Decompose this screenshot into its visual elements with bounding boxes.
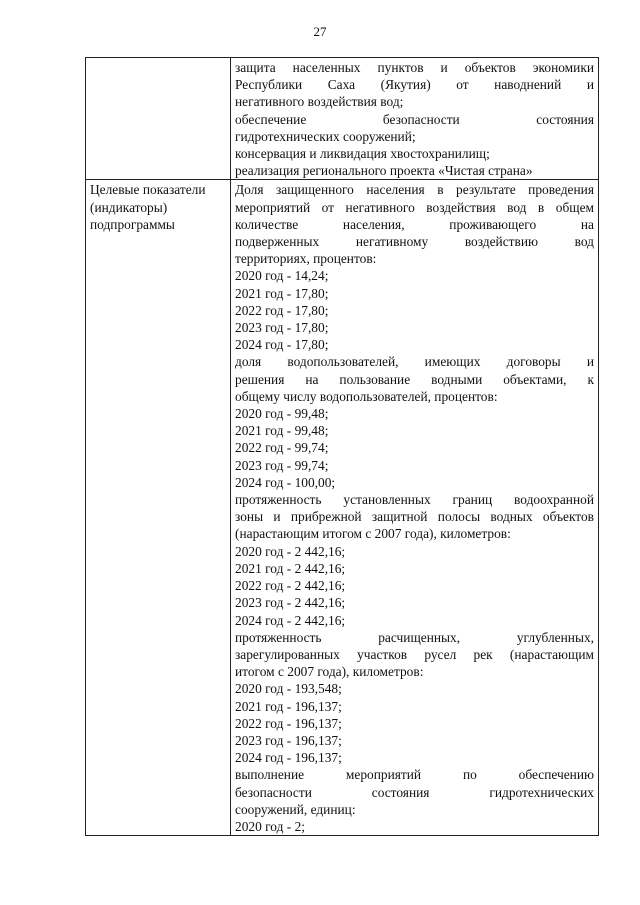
text-line: Республики Саха (Якутия) от наводнений и: [235, 77, 594, 93]
text-line: 2020 год - 99,48;: [235, 406, 329, 422]
text-line: 2023 год - 2 442,16;: [235, 595, 346, 611]
text-line: 2023 год - 196,137;: [235, 732, 342, 748]
text-line: зарегулированных участков русел рек (нарастающим: [235, 646, 594, 662]
table-row-target-indicators: [86, 180, 599, 836]
text-line: 2022 год - 17,80;: [235, 302, 329, 318]
text-line: решения на пользование водными объектами, к: [235, 371, 594, 387]
text-line: протяженность установленных границ водоохранной: [235, 492, 594, 508]
text-line: зоны и прибрежной защитной полосы водных объектов: [235, 509, 594, 525]
text-line: 2022 год - 99,74;: [235, 440, 329, 456]
label-line: (индикаторы): [90, 199, 168, 215]
text-line: протяженность расчищенных, углубленных,: [235, 629, 594, 645]
text-line: сооружений, единиц:: [235, 801, 356, 817]
target-indicators-label: [86, 180, 231, 836]
text-line: 2024 год - 2 442,16;: [235, 612, 346, 628]
text-line: подверженных негативному воздействию вод: [235, 234, 594, 250]
text-line: 2024 год - 100,00;: [235, 474, 336, 490]
text-line: (нарастающим итогом с 2007 года), километров:: [235, 526, 511, 542]
text-line: 2021 год - 2 442,16;: [235, 560, 346, 576]
label-line: подпрограммы: [90, 216, 175, 232]
text-line: негативного воздействия вод;: [235, 94, 404, 110]
text-line: безопасности состояния гидротехнических: [235, 784, 594, 800]
text-line: консервация и ликвидация хвостохранилищ;: [235, 146, 490, 162]
text-line: 2022 год - 2 442,16;: [235, 578, 346, 594]
text-line: мероприятий от негативного воздействия вод в общем: [235, 199, 594, 215]
text-line: 2023 год - 17,80;: [235, 320, 329, 336]
page-number: 27: [313, 24, 327, 39]
text-line: обеспечение безопасности состояния: [235, 111, 594, 127]
text-line: количестве населения, проживающего на: [235, 216, 594, 232]
text-line: реализация регионального проекта «Чистая страна»: [235, 163, 533, 179]
text-line: 2022 год - 196,137;: [235, 715, 342, 731]
text-line: 2020 год - 14,24;: [235, 268, 329, 284]
text-line: территориях, процентов:: [235, 251, 377, 267]
row-label-empty: [86, 58, 231, 180]
text-line: 2020 год - 2;: [235, 818, 305, 834]
text-line: 2024 год - 17,80;: [235, 337, 329, 353]
text-line: 2023 год - 99,74;: [235, 457, 329, 473]
label-line: Целевые показатели: [90, 182, 206, 198]
target-indicators-text-cell: [231, 180, 599, 836]
text-line: защита населенных пунктов и объектов экономики: [235, 60, 594, 75]
tasks-text-cell: [231, 58, 599, 180]
text-line: выполнение мероприятий по обеспечению: [235, 767, 594, 783]
subprogram-passport-table: [85, 57, 599, 836]
text-line: доля водопользователей, имеющих договоры и: [235, 354, 594, 370]
text-line: 2021 год - 196,137;: [235, 698, 342, 714]
text-line: Доля защищенного населения в результате проведения: [235, 182, 594, 198]
text-line: 2021 год - 17,80;: [235, 285, 329, 301]
text-line: 2020 год - 193,548;: [235, 681, 342, 697]
text-line: общему числу водопользователей, процентов:: [235, 388, 498, 404]
text-line: 2024 год - 196,137;: [235, 750, 342, 766]
table-row-tasks: [86, 58, 599, 180]
text-line: 2020 год - 2 442,16;: [235, 543, 346, 559]
text-line: итогом с 2007 года), километров:: [235, 664, 424, 680]
text-line: гидротехнических сооружений;: [235, 128, 416, 144]
text-line: 2021 год - 99,48;: [235, 423, 329, 439]
